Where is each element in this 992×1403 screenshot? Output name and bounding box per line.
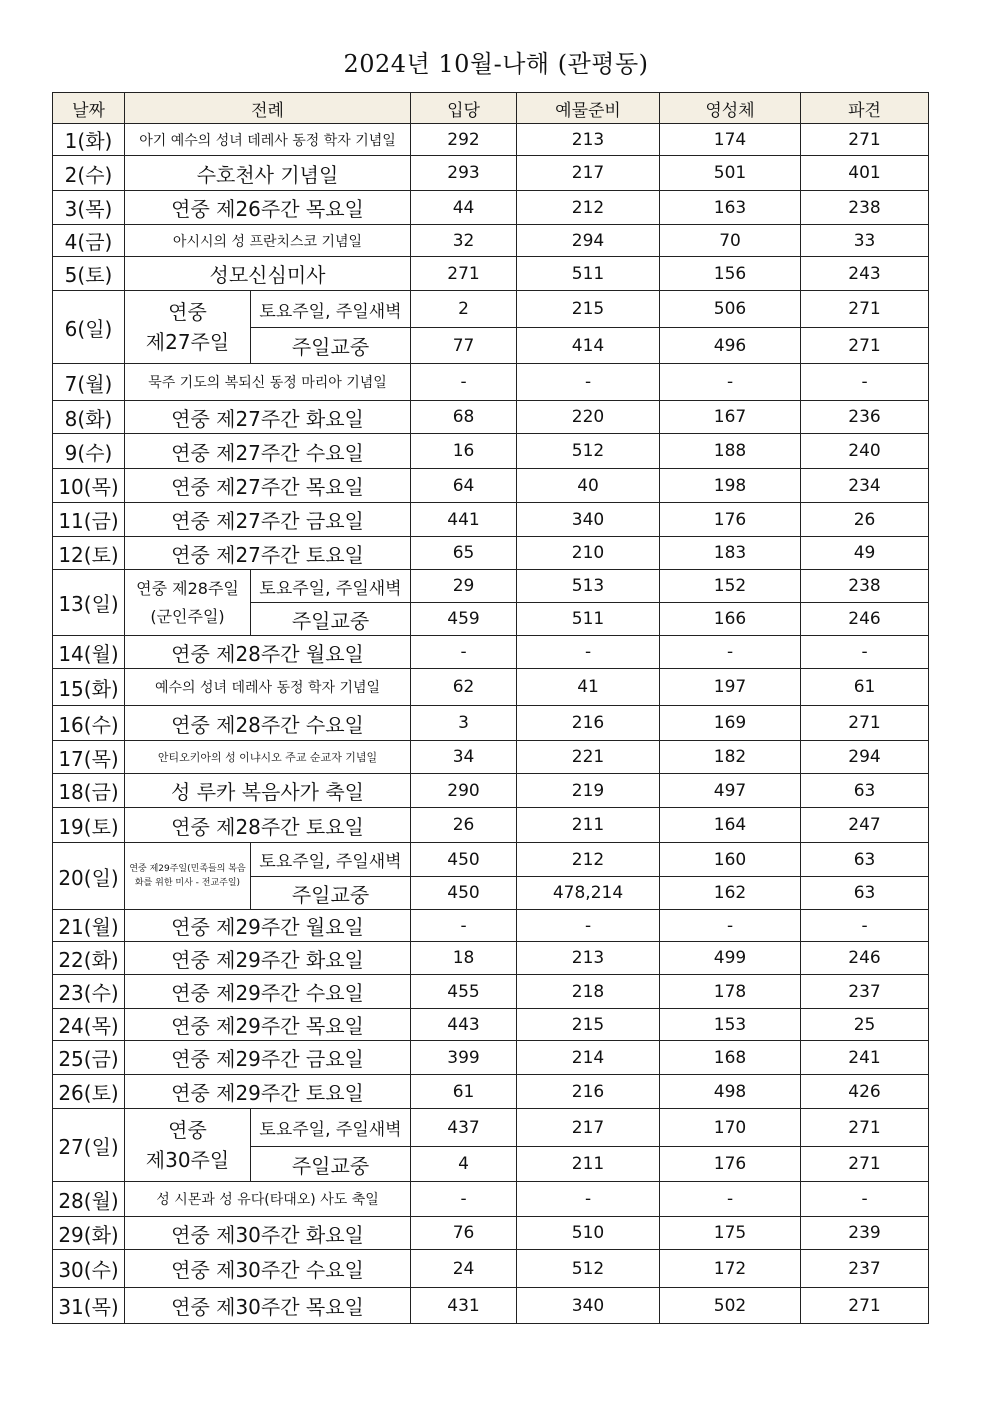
liturgy-cell: 연중 제27주간 화요일 <box>125 401 411 434</box>
liturgy-cell: 연중 제29주간 화요일 <box>125 942 411 975</box>
date-cell: 12(토) <box>53 537 125 570</box>
date-cell: 25(금) <box>53 1041 125 1075</box>
communion-hymn: 163 <box>660 191 801 225</box>
mass-type-cell: 토요주일, 주일새벽 <box>251 291 411 328</box>
entrance-hymn: 68 <box>411 401 517 434</box>
recessional-hymn: - <box>801 364 929 401</box>
header-liturgy: 전례 <box>125 93 411 124</box>
date-cell: 10(목) <box>53 469 125 503</box>
liturgy-cell: 성 루카 복음사가 축일 <box>125 774 411 808</box>
table-row <box>53 191 929 225</box>
communion-hymn: - <box>660 910 801 942</box>
communion-hymn: 198 <box>660 469 801 503</box>
communion-hymn: 506 <box>660 291 801 328</box>
table-row <box>53 975 929 1009</box>
communion-hymn: 172 <box>660 1250 801 1288</box>
sunday-title-cell: 연중 제29주일(민족들의 복음화를 위한 미사 - 전교주일) <box>125 843 251 910</box>
communion-hymn: 501 <box>660 156 801 191</box>
date-cell: 21(월) <box>53 910 125 942</box>
date-cell: 27(일) <box>53 1109 125 1182</box>
entrance-hymn: 443 <box>411 1009 517 1041</box>
date-cell: 24(목) <box>53 1009 125 1041</box>
liturgy-cell: 성 시몬과 성 유다(타대오) 사도 축일 <box>125 1182 411 1217</box>
entrance-hymn: 455 <box>411 975 517 1009</box>
communion-hymn: 170 <box>660 1109 801 1147</box>
table-row <box>53 706 929 741</box>
recessional-hymn: 63 <box>801 774 929 808</box>
table-row <box>53 503 929 537</box>
communion-hymn: 188 <box>660 434 801 469</box>
offertory-hymn: 511 <box>517 603 660 636</box>
date-cell: 19(토) <box>53 808 125 843</box>
entrance-hymn: 61 <box>411 1075 517 1109</box>
table-row <box>53 257 929 291</box>
entrance-hymn: 64 <box>411 469 517 503</box>
entrance-hymn: 16 <box>411 434 517 469</box>
offertory-hymn: 218 <box>517 975 660 1009</box>
communion-hymn: 167 <box>660 401 801 434</box>
recessional-hymn: 49 <box>801 537 929 570</box>
offertory-hymn: 340 <box>517 503 660 537</box>
table-row <box>53 124 929 156</box>
entrance-hymn: 34 <box>411 741 517 774</box>
liturgy-cell: 아기 예수의 성녀 데레사 동정 학자 기념일 <box>125 124 411 156</box>
date-cell: 2(수) <box>53 156 125 191</box>
table-row <box>53 570 929 603</box>
recessional-hymn: 239 <box>801 1217 929 1250</box>
communion-hymn: 174 <box>660 124 801 156</box>
recessional-hymn: 234 <box>801 469 929 503</box>
entrance-hymn: - <box>411 636 517 669</box>
recessional-hymn: 63 <box>801 877 929 910</box>
date-cell: 1(화) <box>53 124 125 156</box>
liturgy-cell: 연중 제27주간 목요일 <box>125 469 411 503</box>
communion-hymn: 156 <box>660 257 801 291</box>
date-cell: 16(수) <box>53 706 125 741</box>
communion-hymn: 176 <box>660 503 801 537</box>
liturgy-cell: 연중 제29주간 월요일 <box>125 910 411 942</box>
offertory-hymn: 511 <box>517 257 660 291</box>
recessional-hymn: 246 <box>801 603 929 636</box>
entrance-hymn: 44 <box>411 191 517 225</box>
recessional-hymn: 271 <box>801 706 929 741</box>
entrance-hymn: 459 <box>411 603 517 636</box>
table-row <box>53 1109 929 1147</box>
offertory-hymn: 294 <box>517 225 660 257</box>
communion-hymn: 162 <box>660 877 801 910</box>
communion-hymn: 496 <box>660 328 801 364</box>
table-row <box>53 1182 929 1217</box>
liturgy-cell: 연중 제30주간 수요일 <box>125 1250 411 1288</box>
entrance-hymn: 26 <box>411 808 517 843</box>
recessional-hymn: 237 <box>801 1250 929 1288</box>
date-cell: 7(월) <box>53 364 125 401</box>
mass-type-cell: 주일교중 <box>251 603 411 636</box>
offertory-hymn: 414 <box>517 328 660 364</box>
header-communion: 영성체 <box>660 93 801 124</box>
communion-hymn: 502 <box>660 1288 801 1324</box>
communion-hymn: - <box>660 1182 801 1217</box>
recessional-hymn: 271 <box>801 1109 929 1147</box>
table-row <box>53 741 929 774</box>
liturgy-cell: 연중 제28주간 수요일 <box>125 706 411 741</box>
date-cell: 13(일) <box>53 570 125 636</box>
entrance-hymn: 4 <box>411 1147 517 1182</box>
recessional-hymn: 241 <box>801 1041 929 1075</box>
recessional-hymn: 271 <box>801 124 929 156</box>
mass-type-cell: 주일교중 <box>251 328 411 364</box>
offertory-hymn: 213 <box>517 942 660 975</box>
entrance-hymn: 431 <box>411 1288 517 1324</box>
offertory-hymn: 513 <box>517 570 660 603</box>
recessional-hymn: 271 <box>801 291 929 328</box>
liturgy-cell: 연중 제30주간 화요일 <box>125 1217 411 1250</box>
liturgy-cell: 수호천사 기념일 <box>125 156 411 191</box>
recessional-hymn: 26 <box>801 503 929 537</box>
table-row <box>53 434 929 469</box>
offertory-hymn: 212 <box>517 843 660 877</box>
entrance-hymn: 399 <box>411 1041 517 1075</box>
header-date: 날짜 <box>53 93 125 124</box>
table-row <box>53 1217 929 1250</box>
offertory-hymn: 40 <box>517 469 660 503</box>
liturgy-cell: 성모신심미사 <box>125 257 411 291</box>
offertory-hymn: 510 <box>517 1217 660 1250</box>
liturgy-cell: 연중 제26주간 목요일 <box>125 191 411 225</box>
date-cell: 6(일) <box>53 291 125 364</box>
recessional-hymn: 25 <box>801 1009 929 1041</box>
recessional-hymn: 271 <box>801 1147 929 1182</box>
offertory-hymn: - <box>517 364 660 401</box>
header-entrance: 입당 <box>411 93 517 124</box>
entrance-hymn: 290 <box>411 774 517 808</box>
entrance-hymn: 450 <box>411 843 517 877</box>
entrance-hymn: 18 <box>411 942 517 975</box>
date-cell: 9(수) <box>53 434 125 469</box>
offertory-hymn: 211 <box>517 808 660 843</box>
date-cell: 30(수) <box>53 1250 125 1288</box>
entrance-hymn: - <box>411 1182 517 1217</box>
table-row <box>53 469 929 503</box>
date-cell: 26(토) <box>53 1075 125 1109</box>
offertory-hymn: 216 <box>517 1075 660 1109</box>
entrance-hymn: 62 <box>411 669 517 706</box>
entrance-hymn: - <box>411 910 517 942</box>
communion-hymn: 153 <box>660 1009 801 1041</box>
date-cell: 17(목) <box>53 741 125 774</box>
table-row <box>53 1250 929 1288</box>
sunday-title-cell: 연중 제28주일 (군인주일) <box>125 570 251 636</box>
offertory-hymn: 217 <box>517 156 660 191</box>
offertory-hymn: 512 <box>517 1250 660 1288</box>
communion-hymn: 197 <box>660 669 801 706</box>
offertory-hymn: 217 <box>517 1109 660 1147</box>
recessional-hymn: 247 <box>801 808 929 843</box>
liturgy-cell: 연중 제28주간 토요일 <box>125 808 411 843</box>
offertory-hymn: - <box>517 636 660 669</box>
recessional-hymn: 61 <box>801 669 929 706</box>
recessional-hymn: 271 <box>801 328 929 364</box>
communion-hymn: 178 <box>660 975 801 1009</box>
communion-hymn: 498 <box>660 1075 801 1109</box>
liturgy-cell: 아시시의 성 프란치스코 기념일 <box>125 225 411 257</box>
liturgy-cell: 연중 제29주간 수요일 <box>125 975 411 1009</box>
entrance-hymn: 24 <box>411 1250 517 1288</box>
entrance-hymn: 437 <box>411 1109 517 1147</box>
recessional-hymn: 246 <box>801 942 929 975</box>
entrance-hymn: 293 <box>411 156 517 191</box>
entrance-hymn: 76 <box>411 1217 517 1250</box>
offertory-hymn: - <box>517 1182 660 1217</box>
date-cell: 22(화) <box>53 942 125 975</box>
recessional-hymn: 271 <box>801 1288 929 1324</box>
table-row <box>53 291 929 328</box>
entrance-hymn: 32 <box>411 225 517 257</box>
header-row <box>53 93 929 124</box>
offertory-hymn: 212 <box>517 191 660 225</box>
communion-hymn: 160 <box>660 843 801 877</box>
entrance-hymn: - <box>411 364 517 401</box>
communion-hymn: 497 <box>660 774 801 808</box>
table-row <box>53 669 929 706</box>
offertory-hymn: 216 <box>517 706 660 741</box>
communion-hymn: 175 <box>660 1217 801 1250</box>
offertory-hymn: 340 <box>517 1288 660 1324</box>
header-offertory: 예물준비 <box>517 93 660 124</box>
liturgy-cell: 연중 제29주간 토요일 <box>125 1075 411 1109</box>
recessional-hymn: 401 <box>801 156 929 191</box>
entrance-hymn: 77 <box>411 328 517 364</box>
page-title: 2024년 10월-나해 (관평동) <box>343 50 649 78</box>
communion-hymn: 499 <box>660 942 801 975</box>
offertory-hymn: 210 <box>517 537 660 570</box>
entrance-hymn: 2 <box>411 291 517 328</box>
liturgy-cell: 연중 제29주간 목요일 <box>125 1009 411 1041</box>
recessional-hymn: 243 <box>801 257 929 291</box>
recessional-hymn: 238 <box>801 191 929 225</box>
recessional-hymn: 237 <box>801 975 929 1009</box>
date-cell: 8(화) <box>53 401 125 434</box>
offertory-hymn: 221 <box>517 741 660 774</box>
liturgy-cell: 연중 제28주간 월요일 <box>125 636 411 669</box>
date-cell: 4(금) <box>53 225 125 257</box>
communion-hymn: 183 <box>660 537 801 570</box>
entrance-hymn: 29 <box>411 570 517 603</box>
table-row <box>53 636 929 669</box>
table-row <box>53 942 929 975</box>
recessional-hymn: - <box>801 636 929 669</box>
sunday-title-cell: 연중 제30주일 <box>125 1109 251 1182</box>
communion-hymn: 152 <box>660 570 801 603</box>
offertory-hymn: 214 <box>517 1041 660 1075</box>
liturgy-cell: 연중 제27주간 수요일 <box>125 434 411 469</box>
mass-type-cell: 주일교중 <box>251 877 411 910</box>
recessional-hymn: 240 <box>801 434 929 469</box>
date-cell: 15(화) <box>53 669 125 706</box>
date-cell: 14(월) <box>53 636 125 669</box>
liturgy-cell: 연중 제30주간 목요일 <box>125 1288 411 1324</box>
table-row <box>53 1041 929 1075</box>
table-row <box>53 910 929 942</box>
liturgy-cell: 예수의 성녀 데레사 동정 학자 기념일 <box>125 669 411 706</box>
table-row <box>53 364 929 401</box>
mass-type-cell: 토요주일, 주일새벽 <box>251 1109 411 1147</box>
entrance-hymn: 65 <box>411 537 517 570</box>
recessional-hymn: 236 <box>801 401 929 434</box>
table-row <box>53 1288 929 1324</box>
communion-hymn: 166 <box>660 603 801 636</box>
communion-hymn: - <box>660 636 801 669</box>
recessional-hymn: 33 <box>801 225 929 257</box>
mass-type-cell: 토요주일, 주일새벽 <box>251 843 411 877</box>
communion-hymn: 169 <box>660 706 801 741</box>
recessional-hymn: 426 <box>801 1075 929 1109</box>
table-row <box>53 1009 929 1041</box>
date-cell: 3(목) <box>53 191 125 225</box>
offertory-hymn: 213 <box>517 124 660 156</box>
table-row <box>53 843 929 877</box>
liturgy-cell: 연중 제29주간 금요일 <box>125 1041 411 1075</box>
date-cell: 23(수) <box>53 975 125 1009</box>
entrance-hymn: 450 <box>411 877 517 910</box>
entrance-hymn: 271 <box>411 257 517 291</box>
mass-type-cell: 토요주일, 주일새벽 <box>251 570 411 603</box>
liturgy-cell: 안티오키아의 성 이냐시오 주교 순교자 기념일 <box>125 741 411 774</box>
table-row <box>53 808 929 843</box>
entrance-hymn: 3 <box>411 706 517 741</box>
recessional-hymn: - <box>801 910 929 942</box>
recessional-hymn: 294 <box>801 741 929 774</box>
offertory-hymn: 219 <box>517 774 660 808</box>
table-row <box>53 1075 929 1109</box>
header-recessional: 파견 <box>801 93 929 124</box>
entrance-hymn: 441 <box>411 503 517 537</box>
date-cell: 18(금) <box>53 774 125 808</box>
date-cell: 28(월) <box>53 1182 125 1217</box>
recessional-hymn: 63 <box>801 843 929 877</box>
liturgy-cell: 연중 제27주간 토요일 <box>125 537 411 570</box>
date-cell: 5(토) <box>53 257 125 291</box>
entrance-hymn: 292 <box>411 124 517 156</box>
liturgy-cell: 묵주 기도의 복되신 동정 마리아 기념일 <box>125 364 411 401</box>
recessional-hymn: - <box>801 1182 929 1217</box>
communion-hymn: 168 <box>660 1041 801 1075</box>
offertory-hymn: 215 <box>517 291 660 328</box>
offertory-hymn: 211 <box>517 1147 660 1182</box>
offertory-hymn: 478,214 <box>517 877 660 910</box>
table-row <box>53 156 929 191</box>
hymn-table <box>52 92 929 1324</box>
table-row <box>53 774 929 808</box>
date-cell: 11(금) <box>53 503 125 537</box>
table-row <box>53 537 929 570</box>
offertory-hymn: 215 <box>517 1009 660 1041</box>
communion-hymn: 164 <box>660 808 801 843</box>
offertory-hymn: 220 <box>517 401 660 434</box>
mass-type-cell: 주일교중 <box>251 1147 411 1182</box>
table-row <box>53 225 929 257</box>
offertory-hymn: 41 <box>517 669 660 706</box>
date-cell: 31(목) <box>53 1288 125 1324</box>
liturgy-cell: 연중 제27주간 금요일 <box>125 503 411 537</box>
date-cell: 29(화) <box>53 1217 125 1250</box>
sunday-title-cell: 연중 제27주일 <box>125 291 251 364</box>
table-row <box>53 401 929 434</box>
communion-hymn: 182 <box>660 741 801 774</box>
communion-hymn: - <box>660 364 801 401</box>
recessional-hymn: 238 <box>801 570 929 603</box>
communion-hymn: 176 <box>660 1147 801 1182</box>
date-cell: 20(일) <box>53 843 125 910</box>
communion-hymn: 70 <box>660 225 801 257</box>
offertory-hymn: 512 <box>517 434 660 469</box>
offertory-hymn: - <box>517 910 660 942</box>
